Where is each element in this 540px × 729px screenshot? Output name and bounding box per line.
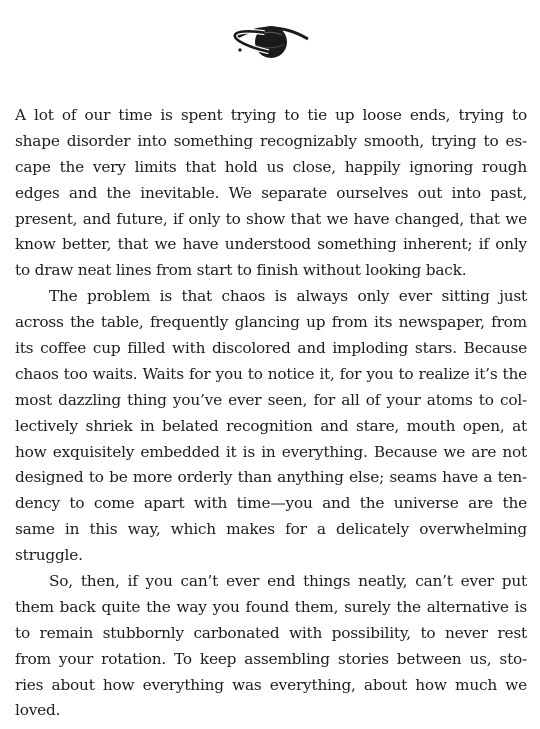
- body-text: [15, 103, 527, 724]
- text-line: from your rotation. To keep assembling stories between us, sto-: [15, 649, 527, 668]
- paragraph: [15, 103, 527, 284]
- text-line: its coffee cup filled with discolored and imploding stars. Because: [15, 339, 527, 358]
- text-line: struggle.: [15, 546, 83, 565]
- text-line: cape the very limits that hold us close, happily ignoring rough: [15, 157, 527, 176]
- text-line: designed to be more orderly than anything else; seams have a ten-: [15, 468, 527, 487]
- text-line: loved.: [15, 701, 61, 720]
- text-line: same in this way, which makes for a delicately overwhelming: [15, 520, 527, 539]
- text-line: how exquisitely embedded it is in everything. Because we are not: [15, 442, 527, 461]
- text-line: to remain stubbornly carbonated with possibility, to never rest: [15, 623, 527, 642]
- text-line: A lot of our time is spent trying to tie up loose ends, trying to: [15, 106, 527, 124]
- text-line: lectively shriek in belated recognition and stare, mouth open, at: [15, 416, 527, 435]
- text-line: shape disorder into something recognizably smooth, trying to es-: [15, 131, 527, 150]
- text-line: present, and future, if only to show that we have changed, that we: [15, 209, 527, 228]
- paragraph: [15, 569, 527, 724]
- text-line: dency to come apart with time—you and the universe are the: [15, 494, 527, 513]
- text-line: them back quite the way you found them, surely the alternative is: [15, 597, 527, 616]
- text-line: to draw neat lines from start to finish without looking back.: [15, 261, 467, 280]
- text-line: So, then, if you can’t ever end things neatly, can’t ever put: [49, 572, 527, 591]
- text-line: ries about how everything was everything, about how much we: [15, 675, 527, 694]
- text-line: know better, that we have understood something inherent; if only: [15, 235, 527, 254]
- text-line: chaos too waits. Waits for you to notice it, for you to realize it’s the: [15, 364, 527, 383]
- text-line: edges and the inevitable. We separate ourselves out into past,: [15, 183, 527, 202]
- paragraph: [15, 284, 527, 569]
- text-line: across the table, frequently glancing up from its newspaper, from: [15, 313, 527, 332]
- ringed-planet-icon: [230, 19, 312, 65]
- text-line: The problem is that chaos is always only ever sitting just: [49, 287, 527, 306]
- text-line: most dazzling thing you’ve ever seen, for all of your atoms to col-: [15, 390, 527, 409]
